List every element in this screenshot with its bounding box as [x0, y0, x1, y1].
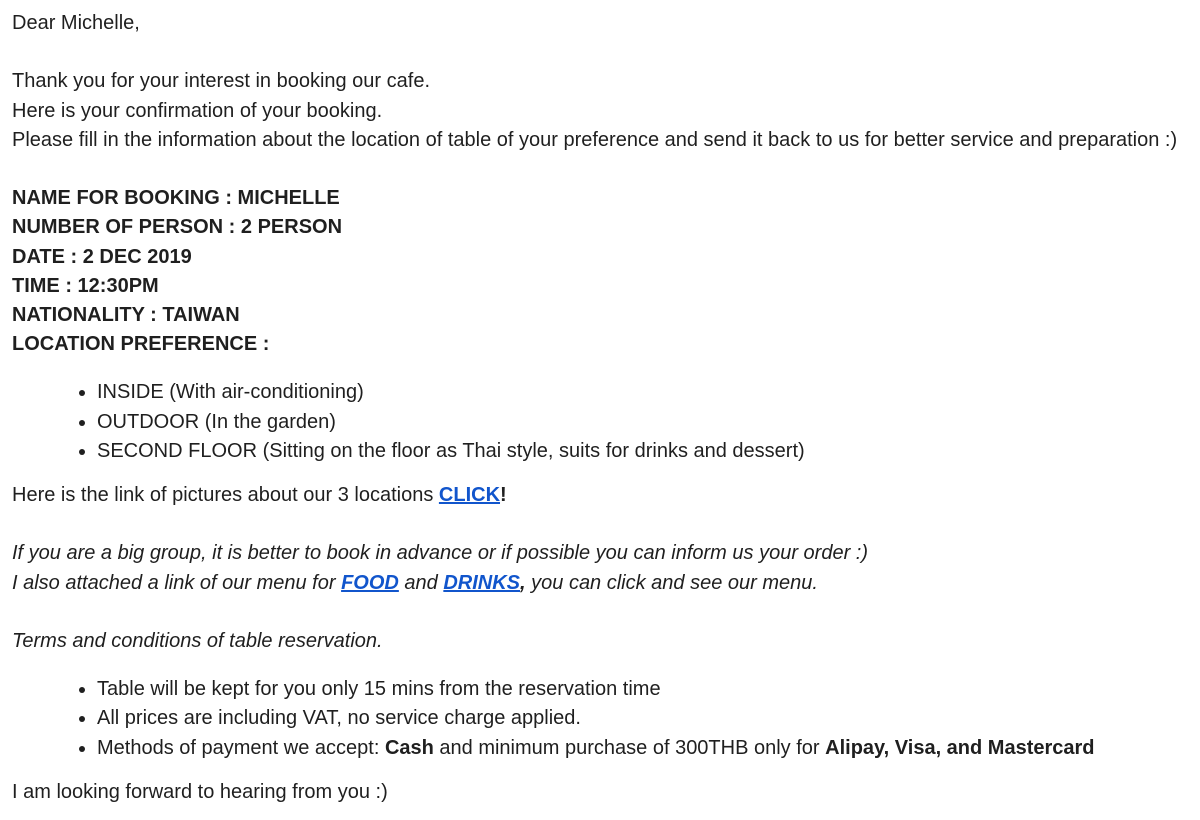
location-option-inside: • INSIDE (With air-conditioning) — [97, 378, 1200, 407]
pictures-line — [12, 481, 1200, 510]
menu-line — [12, 569, 1200, 598]
menu-suffix: you can click and see our menu. — [525, 571, 818, 594]
booking-nationality: NATIONALITY : TAIWAN — [12, 304, 240, 326]
pictures-suffix: ! — [500, 484, 507, 507]
location-option-second-floor: • SECOND FLOOR (Sitting on the floor as Thai style, suits for drinks and dessert) — [97, 437, 1200, 466]
terms-title: Terms and conditions of table reservation. — [12, 630, 383, 652]
pictures-text: Here is the link of pictures about our 3 locations — [12, 484, 439, 507]
spacer — [12, 155, 1200, 184]
intro-line-2: Here is your confirmation of your booking. — [12, 99, 383, 122]
booking-date: DATE : 2 DEC 2019 — [12, 245, 192, 268]
payment-middle: and minimum purchase of 300THB only for — [433, 736, 826, 759]
intro-line-1: Thank you for your interest in booking our cafe. — [12, 70, 431, 93]
payment-prefix: Methods of payment we accept: — [97, 736, 385, 759]
booking-location-label: LOCATION PREFERENCE : — [12, 333, 270, 356]
booking-name: NAME FOR BOOKING : MICHELLE — [12, 187, 340, 210]
location-option-outdoor: • OUTDOOR (In the garden) — [97, 408, 1200, 437]
location-options-list — [12, 378, 1200, 466]
menu-and: and — [398, 571, 444, 594]
terms-item-hold-time: • Table will be kept for you only 15 mins from the reservation time — [97, 675, 1200, 704]
closing-line: I am looking forward to hearing from you :) — [12, 780, 388, 803]
terms-list — [12, 675, 1200, 763]
terms-item-payment — [97, 734, 1200, 763]
menu-comma: , — [520, 571, 526, 594]
payment-cash: Cash — [384, 736, 434, 759]
pictures-click-link[interactable]: CLICK — [438, 484, 501, 507]
terms-item-vat: • All prices are including VAT, no service charge applied. — [97, 704, 1200, 733]
payment-cards: Alipay, Visa, and Mastercard — [825, 736, 1095, 759]
spacer — [12, 510, 1200, 539]
food-menu-link[interactable]: FOOD — [341, 571, 399, 594]
spacer — [12, 38, 1200, 67]
menu-prefix: I also attached a link of our menu for — [12, 571, 342, 594]
drinks-menu-link[interactable]: DRINKS — [443, 571, 521, 594]
intro-line-3: Please fill in the information about the location of table of your preference and send it back to us for better service and preparation :) — [12, 128, 1178, 151]
booking-time: TIME : 12:30PM — [12, 274, 159, 297]
spacer — [12, 598, 1200, 627]
booking-persons: NUMBER OF PERSON : 2 PERSON — [12, 216, 343, 239]
group-note: If you are a big group, it is better to book in advance or if possible you can inform us your order :) — [12, 542, 869, 565]
greeting: Dear Michelle, — [12, 12, 140, 34]
